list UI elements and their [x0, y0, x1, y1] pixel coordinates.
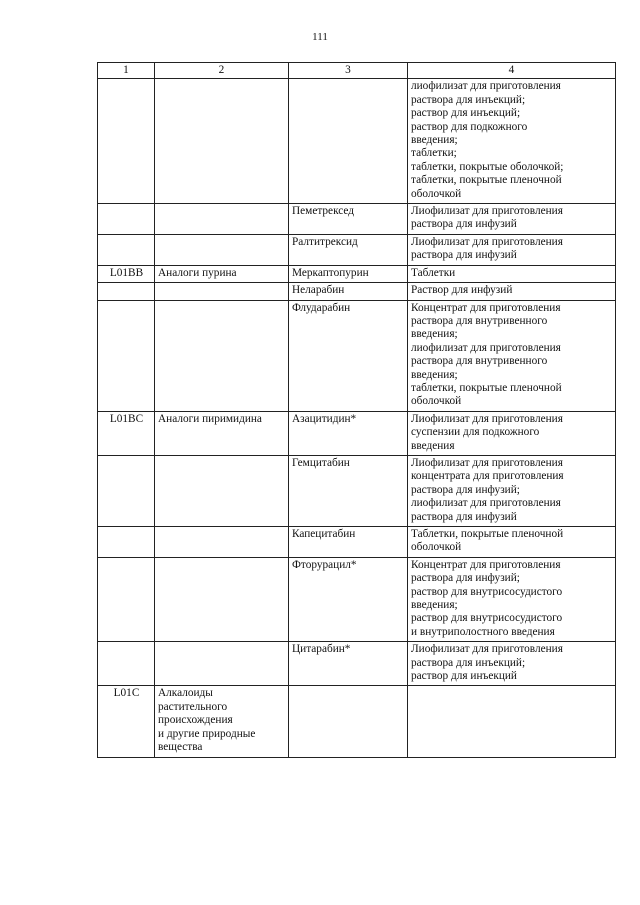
table-row — [98, 79, 616, 204]
header-row — [98, 63, 616, 79]
atc-code — [98, 79, 155, 204]
atc-code: L01C — [98, 686, 155, 757]
dosage-forms: Концентрат для приготовления раствора для внутривенного введения; лиофилизат для приготовления раствора для внутривенного введения; таблетки, покрытые пленочной оболочкой — [408, 300, 616, 411]
group-name — [155, 455, 289, 526]
atc-code: L01BB — [98, 265, 155, 282]
dosage-forms: Концентрат для приготовления раствора для инфузий; раствор для внутрисосудистого введения; раствор для внутрисосудистого и внутриполостного введения — [408, 557, 616, 641]
drug-name: Флударабин — [289, 300, 408, 411]
group-name — [155, 527, 289, 558]
atc-code — [98, 204, 155, 235]
dosage-forms: Лиофилизат для приготовления раствора для инфузий — [408, 234, 616, 265]
drug-name: Ралтитрексид — [289, 234, 408, 265]
page-number: 111 — [312, 31, 328, 43]
group-name — [155, 204, 289, 235]
header-col-2: 2 — [155, 63, 289, 79]
dosage-forms: лиофилизат для приготовления раствора для инъекций; раствор для инъекций; раствор для подкожного введения; таблетки; таблетки, покрытые оболочкой; таблетки, покрытые пленочной оболочкой — [408, 79, 616, 204]
atc-code — [98, 642, 155, 686]
table-row — [98, 300, 616, 411]
dosage-forms: Таблетки — [408, 265, 616, 282]
drug-name: Фторурацил* — [289, 557, 408, 641]
dosage-forms: Таблетки, покрытые пленочной оболочкой — [408, 527, 616, 558]
table-row — [98, 557, 616, 641]
table-row — [98, 642, 616, 686]
table-row — [98, 204, 616, 235]
drug-name: Неларабин — [289, 283, 408, 300]
dosage-forms: Лиофилизат для приготовления концентрата для приготовления раствора для инфузий; лиофилизат для приготовления раствора для инфузий — [408, 455, 616, 526]
atc-code — [98, 527, 155, 558]
group-name — [155, 283, 289, 300]
atc-code — [98, 283, 155, 300]
dosage-forms: Лиофилизат для приготовления раствора для инфузий — [408, 204, 616, 235]
table-row — [98, 411, 616, 455]
table-row — [98, 283, 616, 300]
table-row — [98, 265, 616, 282]
table-row — [98, 686, 616, 757]
group-name: Аналоги пиримидина — [155, 411, 289, 455]
header-col-1: 1 — [98, 63, 155, 79]
header-col-3: 3 — [289, 63, 408, 79]
drug-table — [97, 62, 616, 758]
atc-code — [98, 234, 155, 265]
dosage-forms: Лиофилизат для приготовления раствора для инъекций; раствор для инъекций — [408, 642, 616, 686]
group-name — [155, 79, 289, 204]
table-row — [98, 455, 616, 526]
atc-code — [98, 557, 155, 641]
group-name — [155, 557, 289, 641]
drug-name — [289, 686, 408, 757]
dosage-forms: Раствор для инфузий — [408, 283, 616, 300]
group-name — [155, 234, 289, 265]
dosage-forms: Лиофилизат для приготовления суспензии для подкожного введения — [408, 411, 616, 455]
dosage-forms — [408, 686, 616, 757]
group-name: Алкалоиды растительного происхождения и другие природные вещества — [155, 686, 289, 757]
atc-code — [98, 455, 155, 526]
drug-name: Меркаптопурин — [289, 265, 408, 282]
table-row — [98, 527, 616, 558]
drug-name: Цитарабин* — [289, 642, 408, 686]
drug-name: Азацитидин* — [289, 411, 408, 455]
group-name — [155, 300, 289, 411]
drug-name: Капецитабин — [289, 527, 408, 558]
atc-code — [98, 300, 155, 411]
header-col-4: 4 — [408, 63, 616, 79]
drug-name: Гемцитабин — [289, 455, 408, 526]
drug-name — [289, 79, 408, 204]
atc-code: L01BC — [98, 411, 155, 455]
group-name: Аналоги пурина — [155, 265, 289, 282]
group-name — [155, 642, 289, 686]
drug-name: Пеметрексед — [289, 204, 408, 235]
table-row — [98, 234, 616, 265]
